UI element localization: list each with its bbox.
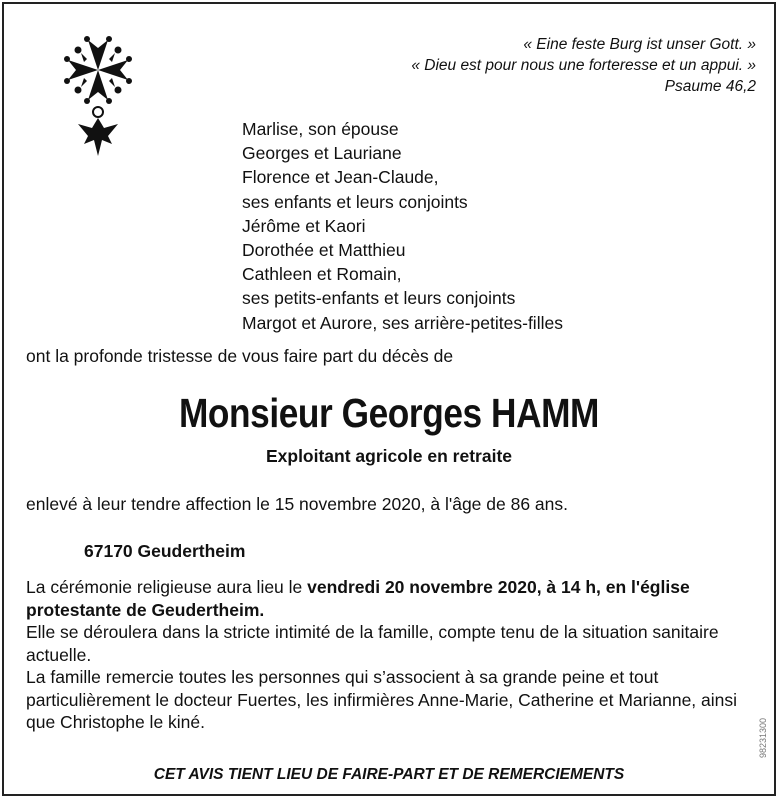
family-line: Georges et Lauriane	[242, 143, 402, 164]
quote-reference: Psaume 46,2	[664, 78, 756, 95]
family-line: Margot et Aurore, ses arrière-petites-filles	[242, 312, 563, 333]
address: 67170 Geudertheim	[84, 541, 246, 561]
deceased-profession: Exploitant agricole en retraite	[265, 446, 513, 466]
ceremony-prefix: La cérémonie religieuse aura lieu le	[26, 577, 308, 597]
family-line: Marlise, son épouse	[242, 119, 399, 139]
huguenot-cross-icon	[54, 32, 142, 166]
obituary-notice	[2, 2, 776, 796]
intimacy-paragraph: Elle se déroulera dans la stricte intimité de la famille, compte tenu de la situation sanitaire actuelle.	[26, 622, 719, 665]
death-details: enlevé à leur tendre affection le 15 novembre 2020, à l'âge de 86 ans.	[26, 494, 569, 514]
bible-quote	[411, 34, 756, 97]
quote-line-2: « Dieu est pour nous une forteresse et un appui. »	[411, 57, 756, 74]
family-line: Jérôme et Kaori	[242, 215, 366, 236]
announcement-intro: ont la profonde tristesse de vous faire part du décès de	[26, 346, 454, 366]
family-list	[242, 117, 563, 335]
footer-notice: CET AVIS TIENT LIEU DE FAIRE-PART ET DE REMERCIEMENTS	[153, 766, 625, 783]
deceased-name: Monsieur Georges HAMM	[178, 390, 600, 436]
family-line: Florence et Jean-Claude,	[242, 167, 439, 188]
ceremony-paragraph	[26, 576, 756, 621]
ceremony-details: vendredi 20 novembre 2020, à 14 h, en l'église protestante de Geudertheim.	[26, 577, 690, 620]
reference-code: 98231300	[758, 717, 768, 758]
thanks-paragraph: La famille remercie toutes les personnes qui s’associent à sa grande peine et tout particulièrement le docteur Fuertes, les infirmières Anne-Marie, Catherine et Marianne, ainsi que Christophe le kiné.	[26, 667, 738, 732]
family-line: Cathleen et Romain,	[242, 264, 402, 285]
quote-line-1: « Eine feste Burg ist unser Gott. »	[523, 36, 756, 53]
ceremony-text	[26, 576, 756, 734]
family-line: Dorothée et Matthieu	[242, 240, 406, 261]
family-line: ses petits-enfants et leurs conjoints	[242, 288, 516, 309]
family-line: ses enfants et leurs conjoints	[242, 191, 468, 212]
